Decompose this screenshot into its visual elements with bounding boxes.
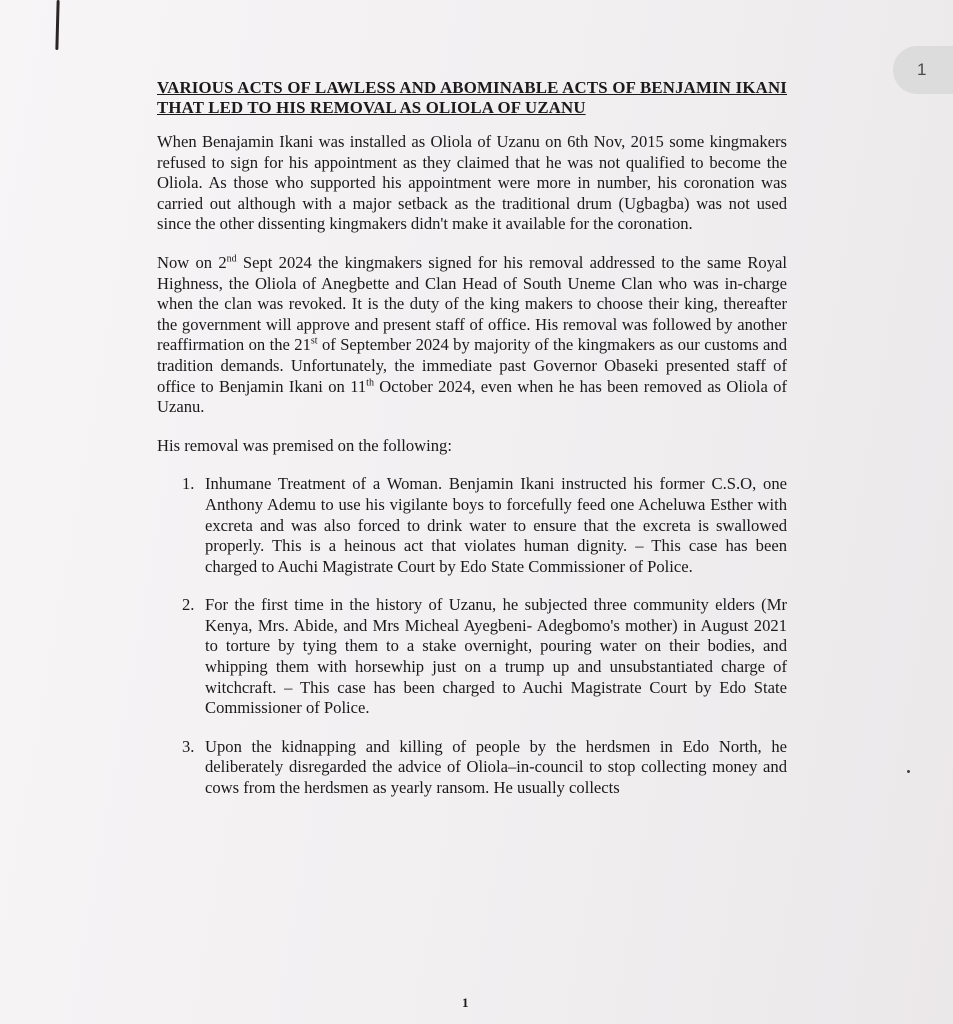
ordinal-suffix-st: st <box>310 335 318 347</box>
paragraph-removal-part-a: Now on 2 <box>157 252 227 272</box>
list-item <box>157 595 787 719</box>
pen-mark <box>55 0 59 50</box>
footer-page-number: 1 <box>462 995 469 1010</box>
list-item <box>157 474 787 577</box>
paragraph-installation: When Benajamin Ikani was installed as Oliola of Uzanu on 6th Nov, 2015 some kingmakers refused to sign for his appointment as they claimed that he was not qualified to become the Oliola. As those who supported his appointment were more in number, his coronation was carried out although with a major setback as the traditional drum (Ugbagba) was not used since the other dissenting kingmakers didn't make it available for the coronation. <box>157 132 787 234</box>
document-body <box>157 78 787 817</box>
list-intro: His removal was premised on the following: <box>157 435 452 455</box>
list-item <box>157 737 787 799</box>
list-item-text: For the first time in the history of Uzanu, he subjected three community elders (Mr Kenya, Mrs. Abide, and Mrs Micheal Ayegbeni- Adegbomo's mother) in August 2021 to torture by tying them to a stake overnight, pouring water on their bodies, and whipping them with horsewhip just on a trump up and unsubstantiated charge of witchcraft. – This case has been charged to Auchi Magistrate Court by Edo State Commissioner of Police. <box>205 595 787 718</box>
paragraph-removal <box>157 253 787 418</box>
ordinal-suffix-nd: nd <box>226 253 237 265</box>
list-item-number: 2. <box>182 595 195 615</box>
list-item-number: 3. <box>182 736 195 756</box>
list-item-number: 1. <box>182 474 195 494</box>
paragraph-removal-part-b: Sept 2024 the kingmakers signed for his removal addressed to the same Royal Highness, the Oliola of Anegbette and Clan Head of South Uneme Clan who was in-charge when the clan was revoked. It is the duty of the king makers to choose their king, thereafter the government will approve and present staff of office. His removal was followed by another reaffirmation on the 21 <box>157 252 787 355</box>
document-title: VARIOUS ACTS OF LAWLESS AND ABOMINABLE ACTS OF BENJAMIN IKANI THAT LED TO HIS REMOVAL AS OLIOLA OF UZANU <box>157 78 787 117</box>
page-indicator-badge[interactable] <box>893 46 953 94</box>
ink-speck <box>907 770 910 773</box>
page-indicator-number: 1 <box>917 60 927 79</box>
list-item-text: Inhumane Treatment of a Woman. Benjamin Ikani instructed his former C.S.O, one Anthony Ademu to use his vigilante boys to forcefully feed one Acheluwa Esther with excreta and was also forced to drink water to ensure that the excreta is swallowed properly. This is a heinous act that violates human dignity. – This case has been charged to Auchi Magistrate Court by Edo State Commissioner of Police. <box>205 474 787 576</box>
paragraph-removal-part-c: of September 2024 by majority of the kingmakers as our customs and tradition demands. Unfortunately, the immediate past Governor Obaseki presented staff of office to Benjamin Ikani on 11 <box>157 335 787 396</box>
paragraph-removal-part-d: October 2024, even when he has been removed as Oliola of Uzanu. <box>157 376 787 417</box>
list-item-text: Upon the kidnapping and killing of people by the herdsmen in Edo North, he deliberately disregarded the advice of Oliola–in-council to stop collecting money and cows from the herdsmen as yearly ransom. He usually collects <box>205 736 787 798</box>
grounds-list <box>157 474 787 798</box>
ordinal-suffix-th: th <box>366 377 374 388</box>
